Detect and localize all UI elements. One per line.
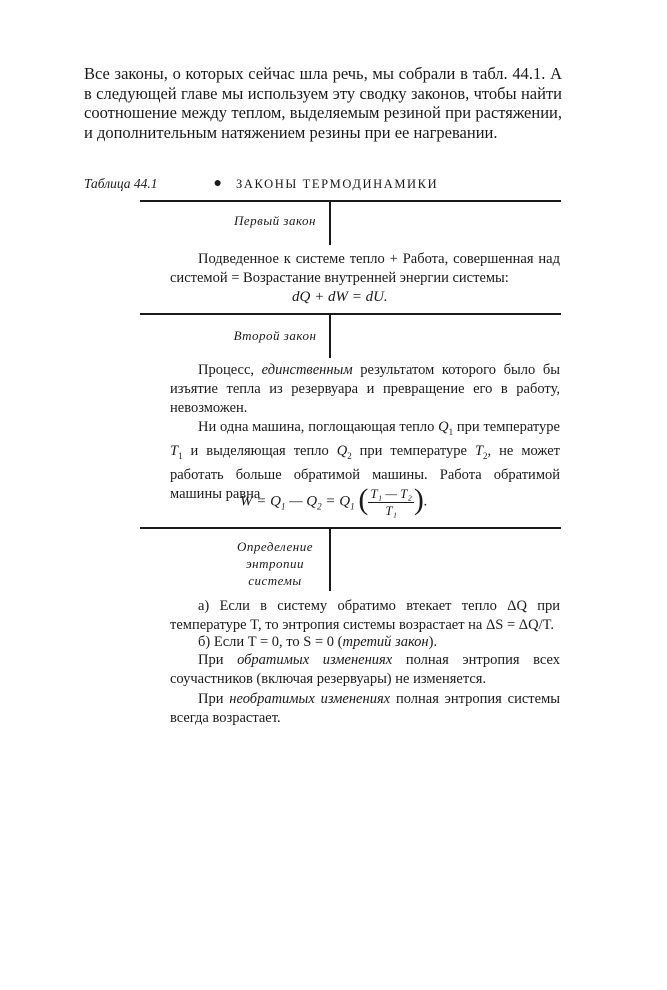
table-rule-third [140,527,561,529]
reversible-paragraph: При обратимых изменениях полная энтропия всех соучастников (включая резервуары) не изменяется. [170,652,560,687]
table-rule-top [140,200,561,202]
table-title: ЗАКОНЫ ТЕРМОДИНАМИКИ [236,176,439,191]
emphasis-text: единственным [261,362,353,378]
table-rule-second [140,313,561,315]
entropy-clause-a: а) Если в систему обратимо втекает тепло ΔQ при температуре T, то энтропия системы возрастает на ΔS = ΔQ/T. [170,598,560,633]
first-law-equation: dQ + dW = dU. [292,289,388,305]
emphasis-text: необратимых изменениях [229,691,391,707]
second-law-heading: Второй закон [233,328,317,343]
table-number: Таблица 44.1 [84,176,158,191]
first-law-heading: Первый закон [234,213,316,228]
second-law-paragraph-2: Ни одна машина, поглощающая тепло $Q_1$ при температуре $T_1$ и выделяющая тепло $Q_2$ при температуре $T_2$, не может работать больше обратимой машины. Работа обратимой машины равна [170,419,560,502]
entropy-clause-b: б) Если T = 0, то S = 0 (третий закон). [198,634,438,650]
work-equation: $W = Q_1$ — $Q_2 = Q_1$ ( $\frac{\text{T₁ — T₂}}{\text{T₁}}$ ). [240,483,428,518]
table-caption [84,176,564,192]
entropy-heading: Определение энтропии системы [237,539,313,588]
first-law-text: Подведенное к системе тепло + Работа, совершенная над системой = Возрастание внутренней энергии системы: [170,251,560,286]
bullet-icon: ● [213,176,222,191]
second-law-paragraph-1: Процесс, единственным результатом которого было бы изъятие тепла из резервуара и превращение его в работу, невозможен. [170,362,560,416]
intro-paragraph: Все законы, о которых сейчас шла речь, мы собрали в табл. 44.1. А в следующей главе мы используем эту сводку законов, чтобы найти соотношение между теплом, выделяемым резиной при растяжении, и дополнительным натяжением резины при ее нагревании. [84,64,562,142]
temperature-fraction: $\frac{\text{T₁ — T₂}}{\text{T₁}}$ [370,485,412,518]
emphasis-text: обратимых изменениях [237,652,393,668]
irreversible-paragraph: При необратимых изменениях полная энтропия системы всегда возрастает. [170,691,560,726]
